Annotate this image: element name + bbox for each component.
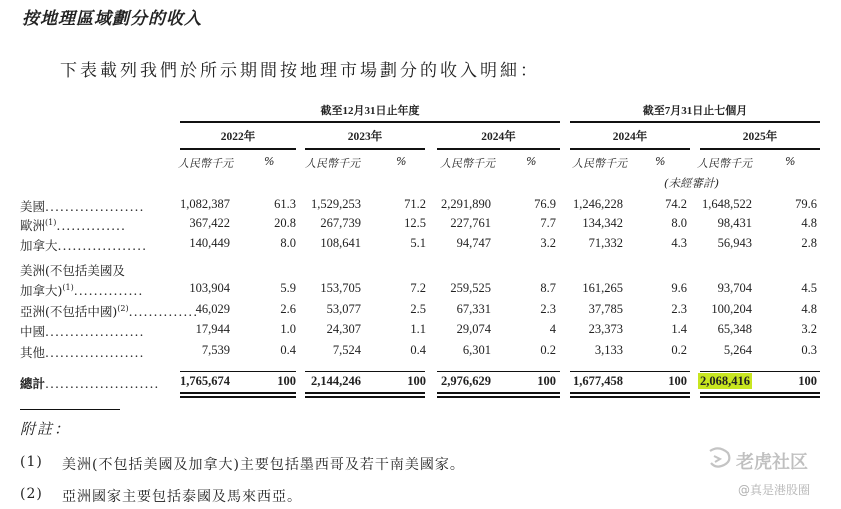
table-cell: 134,342 — [582, 216, 623, 230]
leader-dots: .................... — [45, 345, 145, 360]
total-cell: 2,976,629 — [441, 374, 491, 388]
total-cell: 100 — [407, 374, 426, 388]
year-rule — [700, 148, 820, 150]
total-double-rule — [180, 396, 296, 398]
watermark-handle: @真是港股圈 — [738, 483, 811, 497]
table-cell: 103,904 — [189, 281, 230, 295]
note-1-text: 美洲(不包括美國及加拿大)主要包括墨西哥及若干南美國家。 — [62, 457, 465, 473]
table-cell: 4 — [549, 322, 556, 336]
total-top-rule — [570, 371, 690, 372]
table-cell: 5.9 — [280, 281, 296, 295]
row-label-text: 加拿大 — [20, 238, 58, 253]
table-cell: 74.2 — [665, 197, 687, 211]
table-cell: 2.5 — [410, 302, 426, 316]
table-cell: 7.2 — [410, 281, 426, 295]
table-cell: 7.7 — [540, 216, 556, 230]
total-double-rule — [570, 396, 690, 398]
section-title: 按地理區域劃分的收入 — [22, 9, 202, 29]
table-cell: 3.2 — [801, 322, 817, 336]
unit-pct: % — [785, 155, 796, 168]
table-cell: 9.6 — [671, 281, 687, 295]
row-label — [20, 322, 144, 340]
annual-header-rule — [180, 121, 560, 123]
table-cell: 367,422 — [189, 216, 230, 230]
table-cell: 8.0 — [671, 216, 687, 230]
note-1-number: (1) — [20, 454, 43, 470]
table-cell: 0.3 — [801, 343, 817, 357]
total-cell: 2,144,246 — [311, 374, 361, 388]
table-cell: 0.4 — [410, 343, 426, 357]
row-label-text: 其他 — [20, 345, 46, 360]
table-cell: 5,264 — [723, 343, 752, 357]
table-cell: 100,204 — [711, 302, 752, 316]
table-cell: 94,747 — [456, 236, 491, 250]
row-label — [20, 236, 147, 254]
table-cell: 0.2 — [671, 343, 687, 357]
table-cell: 0.4 — [280, 343, 296, 357]
unit-pct: % — [264, 155, 275, 168]
row-label-text: 加拿大) — [20, 283, 63, 298]
year-2024-seven-month: 2024年 — [612, 131, 648, 143]
table-cell: 71.2 — [404, 197, 426, 211]
footnote-ref: (2) — [117, 303, 129, 313]
table-cell: 153,705 — [320, 281, 361, 295]
total-cell: 1,765,674 — [180, 374, 230, 388]
total-double-rule — [305, 396, 425, 398]
table-cell: 1.4 — [671, 322, 687, 336]
unit-rmb: 人民幣千元 — [178, 157, 233, 170]
table-cell: 8.7 — [540, 281, 556, 295]
table-cell: 79.6 — [795, 197, 817, 211]
table-cell: 1,246,228 — [573, 197, 623, 211]
table-cell: 267,739 — [320, 216, 361, 230]
row-label — [20, 281, 143, 299]
table-cell: 0.2 — [540, 343, 556, 357]
table-cell: 98,431 — [717, 216, 752, 230]
table-cell: 108,641 — [320, 236, 361, 250]
notes-heading: 附註： — [20, 420, 72, 438]
table-cell: 23,373 — [588, 322, 623, 336]
watermark-brand: 老虎社区 — [736, 452, 808, 473]
seven-month-header: 截至7月31日止七個月 — [642, 105, 748, 117]
leader-dots: .................. — [57, 238, 148, 253]
year-2025-seven-month: 2025年 — [742, 131, 778, 143]
row-label-text: 亞洲(不包括中國) — [20, 304, 118, 319]
total-double-rule — [700, 392, 820, 394]
table-cell: 3,133 — [594, 343, 623, 357]
unit-pct: % — [655, 155, 666, 168]
table-cell: 5.1 — [410, 236, 426, 250]
year-rule — [437, 148, 560, 150]
unit-rmb: 人民幣千元 — [305, 157, 360, 170]
table-cell: 3.2 — [540, 236, 556, 250]
total-double-rule — [180, 392, 296, 394]
table-cell: 2.3 — [540, 302, 556, 316]
table-cell: 259,525 — [450, 281, 491, 295]
leader-dots: .............. — [73, 283, 144, 298]
note-2-text: 亞洲國家主要包括泰國及馬來西亞。 — [62, 489, 302, 505]
leader-dots: .............. — [128, 304, 199, 319]
table-cell: 4.8 — [801, 302, 817, 316]
table-cell: 56,943 — [717, 236, 752, 250]
table-cell: 71,332 — [588, 236, 623, 250]
year-2024: 2024年 — [481, 131, 516, 143]
table-cell: 93,704 — [717, 281, 752, 295]
table-cell: 24,307 — [326, 322, 361, 336]
total-double-rule — [437, 396, 560, 398]
unit-rmb: 人民幣千元 — [697, 157, 752, 170]
table-cell: 2.8 — [801, 236, 817, 250]
highlighted-value: 2,068,416 — [700, 374, 750, 388]
total-cell: 100 — [798, 374, 817, 388]
annual-header: 截至12月31日止年度 — [320, 105, 420, 117]
table-cell: 2.3 — [671, 302, 687, 316]
row-label-text: 歐洲 — [20, 218, 46, 233]
row-label-text: 中國 — [20, 324, 46, 339]
total-double-rule — [570, 392, 690, 394]
total-cell-highlighted — [682, 374, 752, 389]
watermark-logo-icon — [706, 447, 732, 469]
notes-separator — [20, 409, 120, 410]
total-top-rule — [437, 371, 560, 372]
leader-dots: .............. — [56, 218, 126, 233]
unaudited-note: (未經審計) — [664, 176, 719, 190]
table-cell: 17,944 — [195, 322, 230, 336]
table-cell: 7,539 — [201, 343, 230, 357]
leader-dots: .................... — [45, 324, 145, 339]
table-cell: 29,074 — [456, 322, 491, 336]
table-cell: 2.6 — [280, 302, 296, 316]
footnote-ref: (1) — [62, 282, 74, 292]
table-cell: 1,529,253 — [311, 197, 361, 211]
unit-rmb: 人民幣千元 — [440, 157, 495, 170]
table-cell: 46,029 — [195, 302, 230, 316]
total-cell: 1,677,458 — [573, 374, 623, 388]
row-label-text: 美國 — [20, 199, 46, 214]
total-cell: 100 — [277, 374, 296, 388]
note-2-number: (2) — [20, 486, 43, 502]
unit-rmb: 人民幣千元 — [572, 157, 627, 170]
table-cell: 4.5 — [801, 281, 817, 295]
table-cell: 67,331 — [456, 302, 491, 316]
table-cell: 65,348 — [717, 322, 752, 336]
total-double-rule — [700, 396, 820, 398]
unit-pct: % — [526, 155, 537, 168]
year-2023: 2023年 — [347, 131, 383, 143]
table-cell: 6,301 — [462, 343, 491, 357]
table-cell: 76.9 — [534, 197, 556, 211]
total-double-rule — [305, 392, 425, 394]
year-rule — [305, 148, 425, 150]
table-cell: 161,265 — [582, 281, 623, 295]
table-cell: 1,648,522 — [702, 197, 752, 211]
table-cell: 7,524 — [332, 343, 361, 357]
table-cell: 12.5 — [404, 216, 426, 230]
table-cell: 20.8 — [274, 216, 296, 230]
table-cell: 37,785 — [588, 302, 623, 316]
row-label-line1: 美洲(不包括美國及 — [20, 263, 125, 278]
year-2022: 2022年 — [220, 131, 256, 143]
row-label — [20, 216, 126, 234]
table-cell: 1.0 — [280, 322, 296, 336]
table-cell: 1.1 — [410, 322, 426, 336]
table-cell: 8.0 — [280, 236, 296, 250]
total-label: 總計....................... — [20, 376, 160, 391]
row-label — [20, 197, 144, 215]
table-cell: 227,761 — [450, 216, 491, 230]
leader-dots: .................... — [45, 199, 145, 214]
total-top-rule — [700, 371, 820, 372]
year-rule — [180, 148, 296, 150]
table-cell: 2,291,890 — [441, 197, 491, 211]
table-cell: 4.3 — [671, 236, 687, 250]
total-cell: 100 — [537, 374, 556, 388]
total-cell: 100 — [668, 374, 687, 388]
footnote-ref: (1) — [45, 217, 57, 227]
table-cell: 4.8 — [801, 216, 817, 230]
table-cell: 140,449 — [189, 236, 230, 250]
total-top-rule — [180, 371, 296, 372]
table-cell: 1,082,387 — [180, 197, 230, 211]
intro-text: 下表載列我們於所示期間按地理市場劃分的收入明細： — [60, 61, 540, 81]
table-cell: 53,077 — [326, 302, 361, 316]
seven-month-header-rule — [570, 121, 820, 123]
year-rule — [570, 148, 690, 150]
total-double-rule — [437, 392, 560, 394]
table-cell: 61.3 — [274, 197, 296, 211]
unit-pct: % — [396, 155, 407, 168]
row-label — [20, 343, 144, 361]
total-top-rule — [305, 371, 425, 372]
